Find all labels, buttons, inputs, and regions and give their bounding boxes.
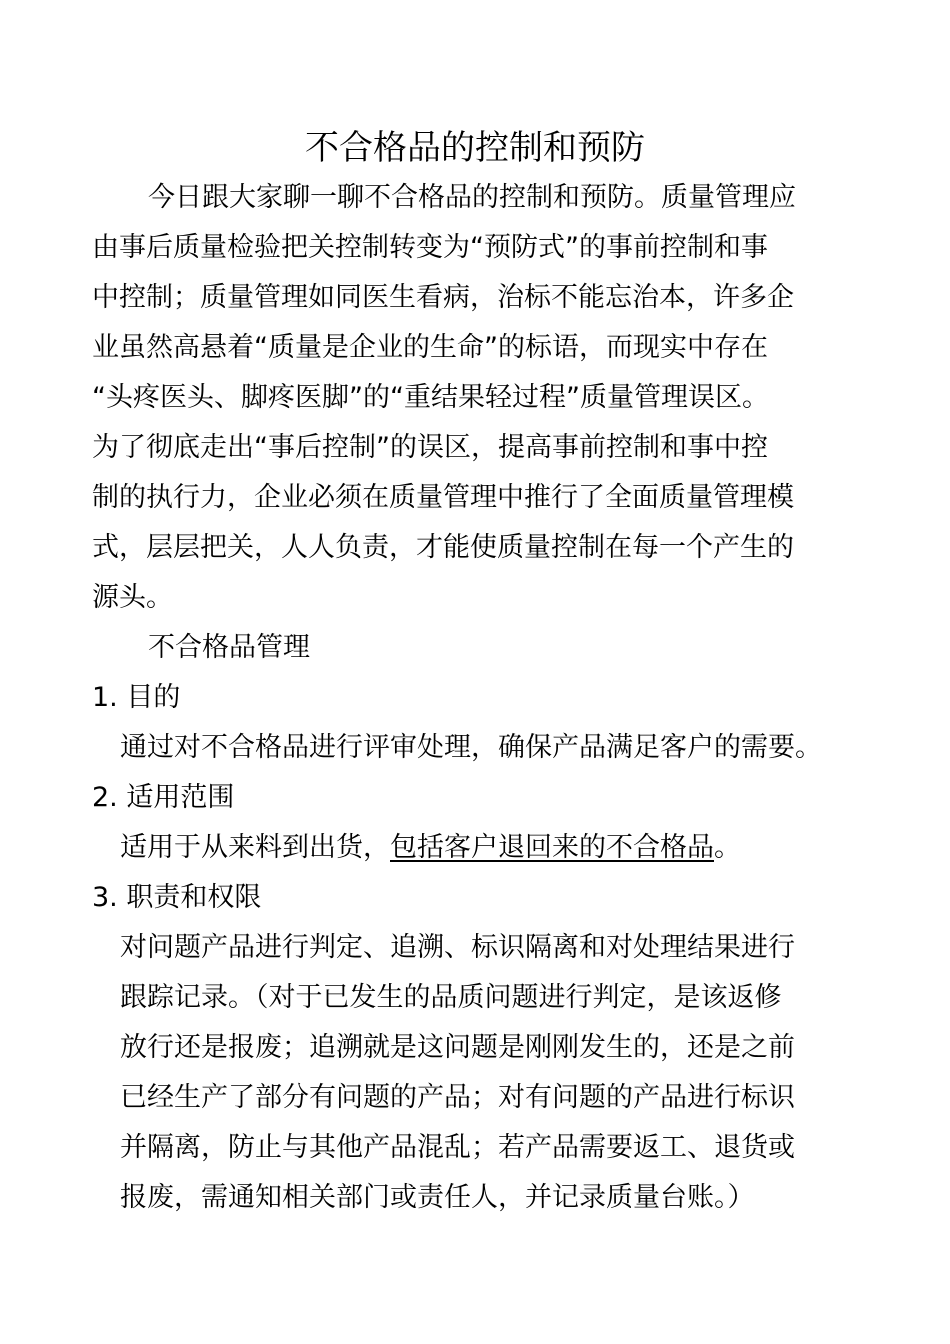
scope-text: 适用于从来料到出货， [120, 832, 390, 863]
section-heading: 3. 职责和权限 [92, 882, 262, 913]
section-body: 通过对不合格品进行评审处理，确保产品满足客户的需要。 [120, 732, 822, 763]
intro-line: 业虽然高悬着“质量是企业的生命”的标语，而现实中存在 [92, 332, 768, 363]
section-body-line: 报废，需通知相关部门或责任人，并记录质量台账。） [120, 1182, 755, 1213]
intro-line: 制的执行力，企业必须在质量管理中推行了全面质量管理模 [92, 482, 794, 513]
intro-line: 今日跟大家聊一聊不合格品的控制和预防。质量管理应 [148, 182, 796, 213]
intro-line: 源头。 [92, 582, 173, 613]
intro-line: 中控制；质量管理如同医生看病，治标不能忘治本，许多企 [92, 282, 794, 313]
intro-line: 由事后质量检验把关控制转变为“预防式”的事前控制和事 [92, 232, 768, 263]
section-body-line: 并隔离，防止与其他产品混乱；若产品需要返工、退货或 [120, 1132, 795, 1163]
section-body-line: 放行还是报废；追溯就是这问题是刚刚发生的，还是之前 [120, 1032, 795, 1063]
scope-underlined-text: 包括客户退回来的不合格品 [390, 832, 714, 863]
section-body [120, 823, 741, 873]
intro-line: “头疼医头、脚疼医脚”的“重结果轻过程”质量管理误区。 [92, 382, 769, 413]
document-title: 不合格品的控制和预防 [305, 128, 645, 168]
section-body-line: 对问题产品进行判定、追溯、标识隔离和对处理结果进行 [120, 932, 795, 963]
section-body-line: 跟踪记录。（对于已发生的品质问题进行判定，是该返修 [120, 982, 782, 1013]
section-title: 不合格品管理 [148, 632, 310, 663]
section-body-line: 已经生产了部分有问题的产品；对有问题的产品进行标识 [120, 1082, 795, 1113]
section-heading: 1. 目的 [92, 682, 181, 713]
scope-period: 。 [714, 832, 741, 863]
intro-line: 为了彻底走出“事后控制”的误区，提高事前控制和事中控 [92, 432, 768, 463]
intro-line: 式，层层把关，人人负责，才能使质量控制在每一个产生的 [92, 532, 794, 563]
section-heading: 2. 适用范围 [92, 782, 235, 813]
